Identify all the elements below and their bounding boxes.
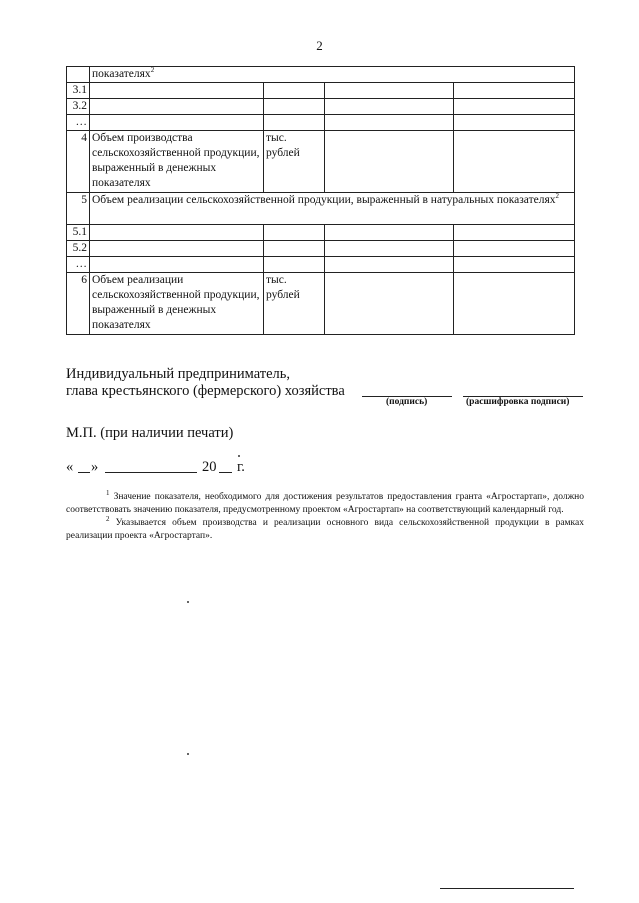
date-open-quote: « [66, 459, 74, 475]
row-number: … [67, 115, 90, 131]
date-month-line [105, 472, 197, 473]
row-unit [264, 115, 325, 131]
scan-speck [238, 455, 240, 457]
row-number [67, 67, 90, 83]
row-label: Объем реализации сельскохозяйственной продукции, выраженный в денежных показателях [90, 273, 264, 335]
table-row [67, 273, 575, 335]
indicators-table [66, 66, 575, 335]
row-label [90, 241, 264, 257]
signature-caption: (подпись) [386, 397, 428, 407]
row-number: 3.2 [67, 99, 90, 115]
row-number: 6 [67, 273, 90, 335]
row-unit: тыс. рублей [264, 131, 325, 193]
row-number: 4 [67, 131, 90, 193]
row-label: Объем реализации сельскохозяйственной продукции, выраженный в натуральных показателях$^2$ [90, 193, 575, 225]
stamp-note: М.П. (при наличии печати) [66, 425, 234, 441]
entrepreneur-title: Индивидуальный предприниматель, [66, 366, 291, 382]
date-year-line [219, 472, 232, 473]
footnote-2: $^2$ Указывается объем производства и реализации основного вида сельскохозяйственной продукции в рамках реализации проекта «Агростартап». [66, 514, 585, 541]
table-row [67, 257, 575, 273]
page-number: 2 [316, 38, 323, 53]
decode-caption: (расшифровка подписи) [466, 397, 570, 407]
table-row [67, 99, 575, 115]
row-unit [264, 257, 325, 273]
table-row [67, 83, 575, 99]
row-unit [264, 241, 325, 257]
row-label [90, 115, 264, 131]
row-number: 5 [67, 193, 90, 225]
row-unit [264, 99, 325, 115]
row-number: 5.1 [67, 225, 90, 241]
table-row [67, 241, 575, 257]
farm-head-title: глава крестьянского (фермерского) хозяйства [66, 383, 345, 399]
bottom-rule [440, 888, 574, 889]
date-close-quote: » [91, 459, 99, 475]
table-row [67, 115, 575, 131]
date-day-line [78, 472, 90, 473]
row-label: показателях$^2$ [90, 67, 575, 83]
footnotes [66, 488, 585, 543]
table-row [67, 225, 575, 241]
table-row [67, 131, 575, 193]
date-year-prefix: 20 [202, 459, 217, 475]
date-suffix: г. [237, 459, 245, 475]
table-row [67, 67, 575, 83]
row-unit: тыс. рублей [264, 273, 325, 335]
table-row [67, 193, 575, 225]
row-number: 3.1 [67, 83, 90, 99]
row-label: Объем производства сельскохозяйственной продукции, выраженный в денежных показателях [90, 131, 264, 193]
scan-speck [187, 753, 189, 755]
row-label [90, 83, 264, 99]
row-unit [264, 225, 325, 241]
footnote-1: $^1$ Значение показателя, необходимого для достижения результатов предоставления гранта «Агростартап», должно соответствовать значению показателя, предусмотренному проектом «Агростартап» на соответствующий календарный год. [66, 488, 584, 515]
row-unit [264, 83, 325, 99]
row-label [90, 225, 264, 241]
row-label [90, 99, 264, 115]
row-label [90, 257, 264, 273]
row-number: … [67, 257, 90, 273]
scan-speck [187, 601, 189, 603]
row-number: 5.2 [67, 241, 90, 257]
